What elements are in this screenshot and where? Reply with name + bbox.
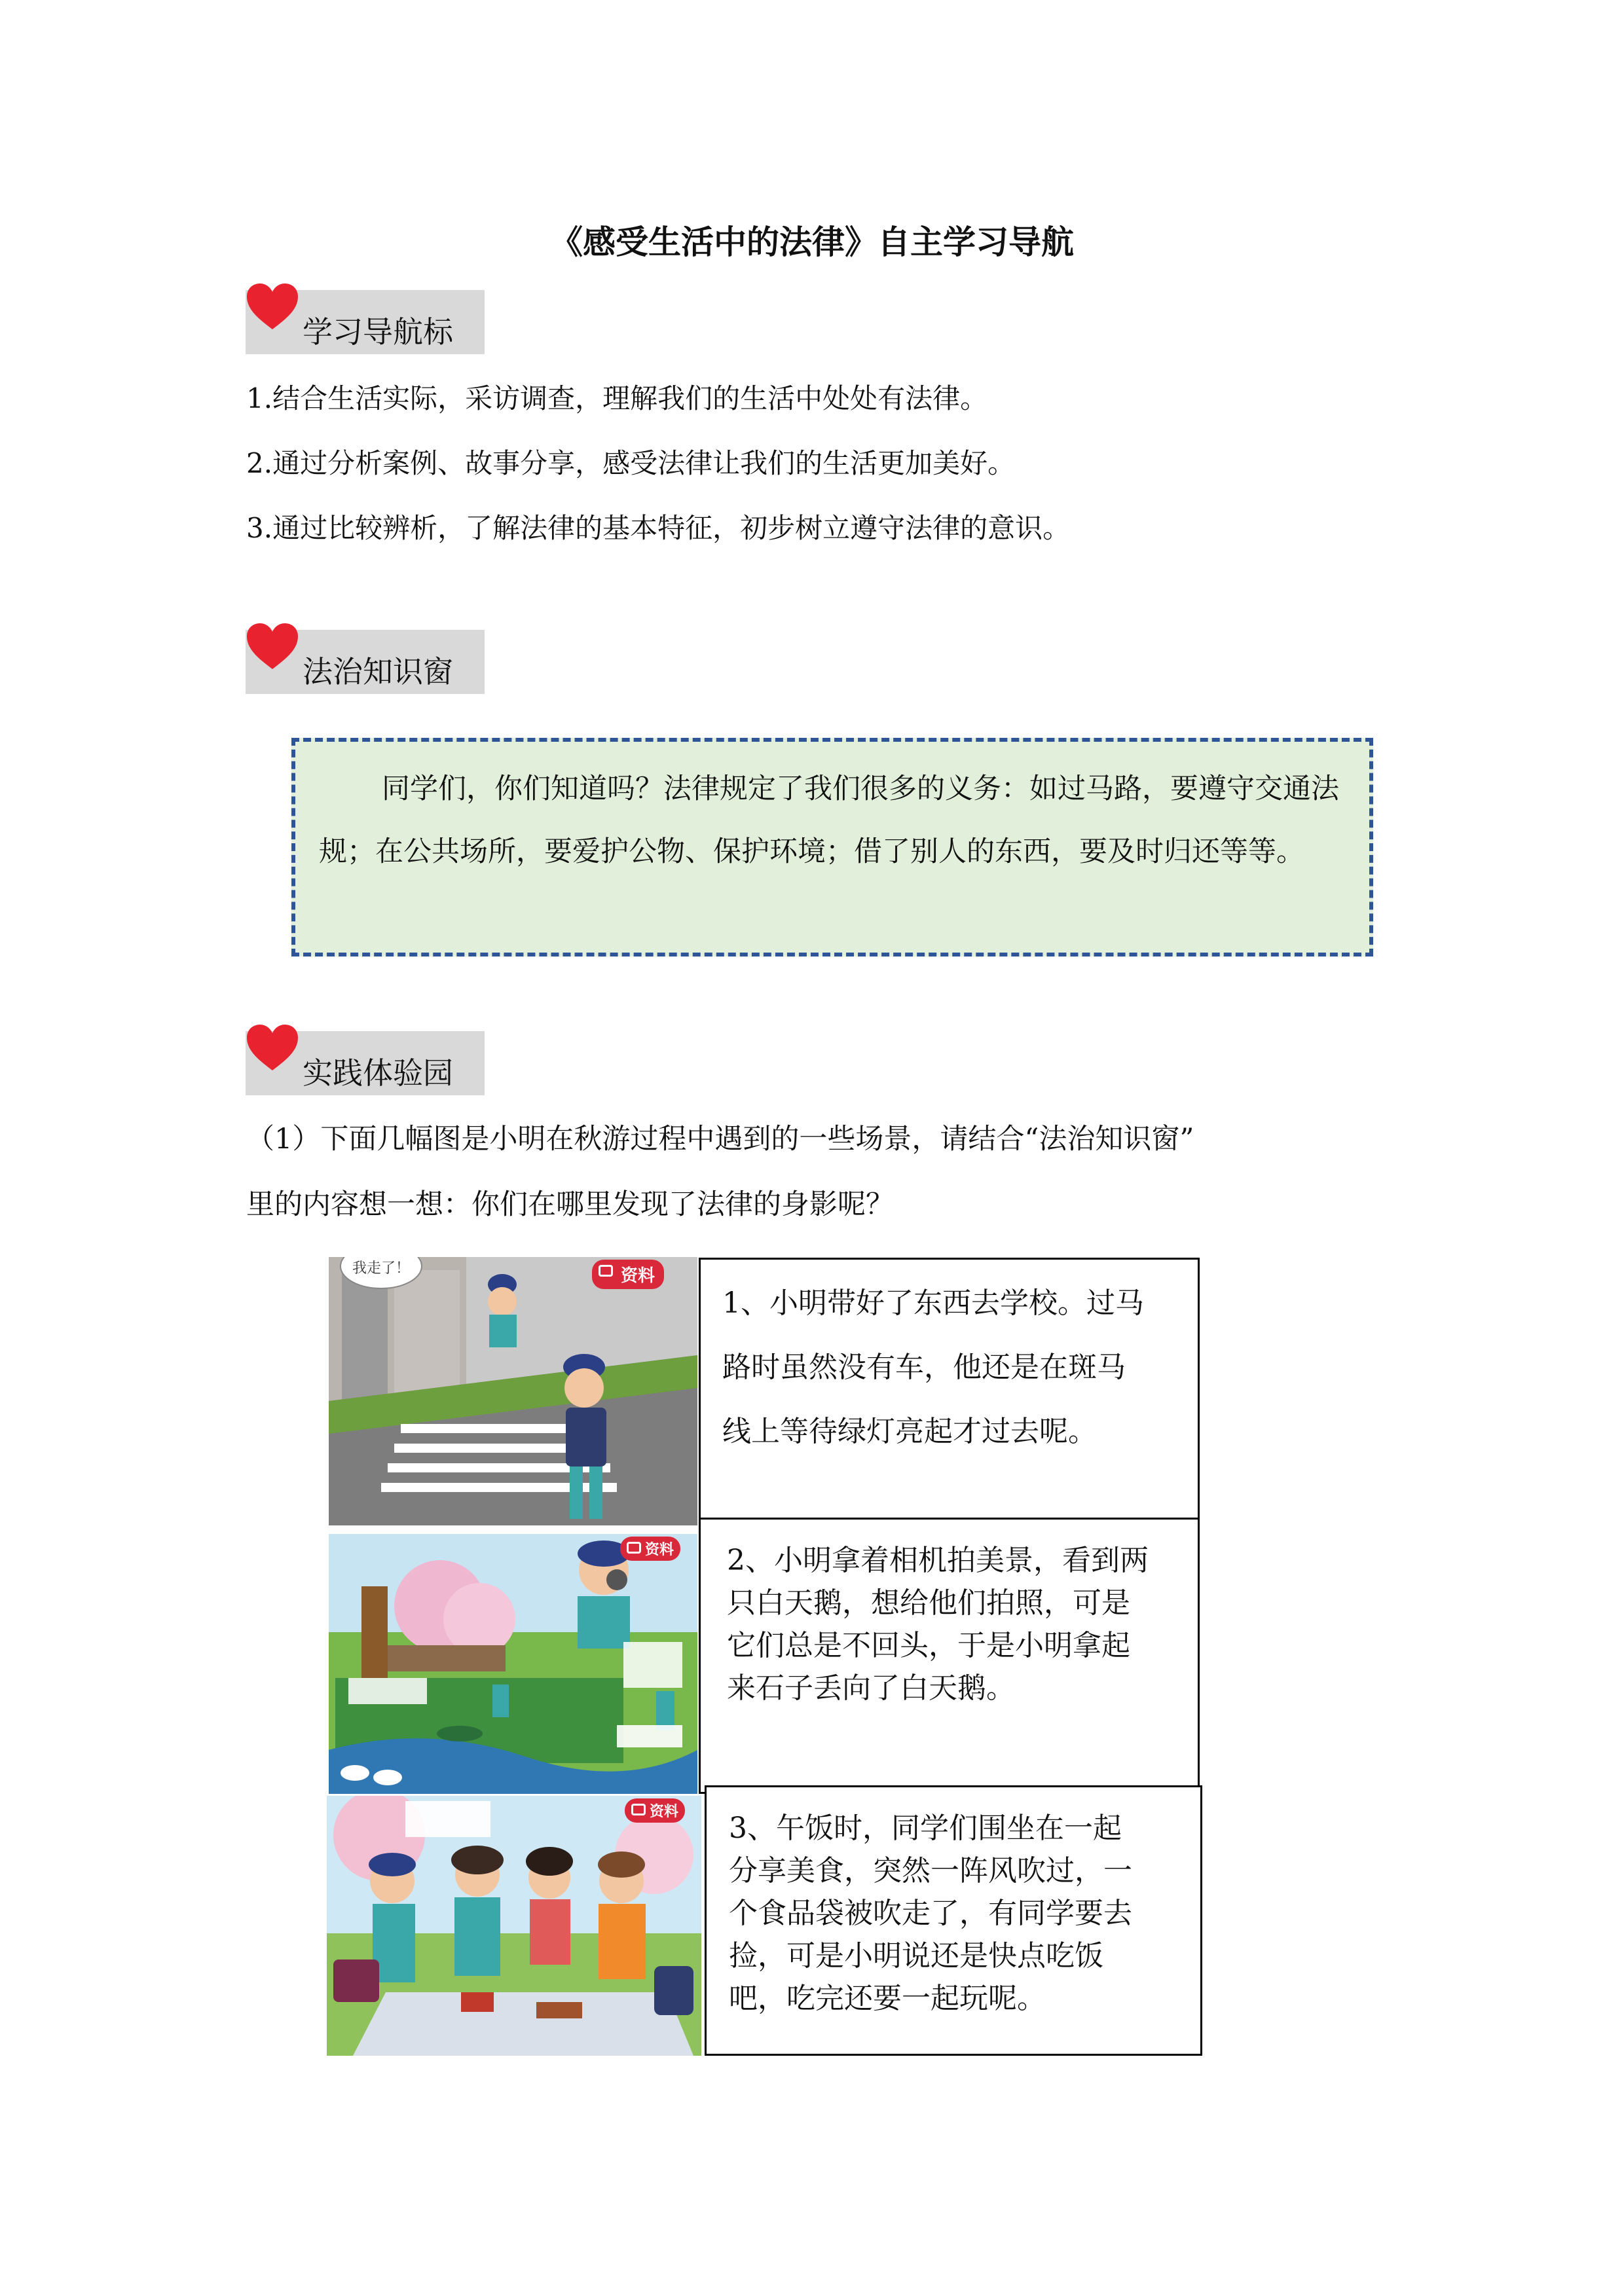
practice-intro-line: （1）下面几幅图是小明在秋游过程中遇到的一些场景，请结合“法治知识窗” — [246, 1123, 1194, 1156]
scene-caption-line: 它们总是不回头，于是小明拿起 — [727, 1629, 1130, 1662]
scene-caption-line: 2、小明拿着相机拍美景，看到两 — [727, 1544, 1149, 1577]
goal-item: 3.通过比较辨析，了解法律的基本特征，初步树立遵守法律的意识。 — [246, 512, 1071, 544]
section-header-goals — [246, 290, 485, 354]
scene-caption-line: 捡，可是小明说还是快点吃饭 — [729, 1939, 1103, 1973]
heart-icon — [246, 1023, 299, 1072]
knowledge-text: 同学们，你们知道吗？法律规定了我们很多的义务：如过马路，要遵守交通法规；在公共场所，要爱护公物、保护环境；借了别人的东西，要及时归还等等。 — [319, 773, 1339, 868]
section-label: 实践体验园 — [303, 1055, 453, 1091]
scene-3-caption-box — [705, 1785, 1202, 2056]
scene-caption-line: 1、小明带好了东西去学校。过马 — [722, 1286, 1144, 1320]
scene-2-caption-box — [699, 1518, 1200, 1794]
page-title: 《感受生活中的法律》自主学习导航 — [550, 223, 1074, 261]
scene-caption-line: 只白天鹅，想给他们拍照，可是 — [727, 1586, 1130, 1620]
goal-item: 2.通过分析案例、故事分享，感受法律让我们的生活更加美好。 — [246, 447, 1016, 479]
scene-1-caption-box — [699, 1258, 1200, 1525]
heart-icon — [246, 282, 299, 331]
heart-icon — [246, 622, 299, 670]
section-header-practice — [246, 1031, 485, 1095]
scene-caption-line: 分享美食，突然一阵风吹过，一 — [729, 1854, 1132, 1887]
badge-data-label: 资料 — [620, 1537, 680, 1561]
scene-2-illustration — [329, 1534, 697, 1794]
scene-1-illustration — [329, 1257, 697, 1525]
scene-caption-line: 个食品袋被吹走了，有同学要去 — [729, 1897, 1132, 1930]
section-label: 学习导航标 — [303, 314, 453, 350]
section-label: 法治知识窗 — [303, 654, 453, 689]
badge-data-label: 资料 — [592, 1260, 664, 1289]
scene-caption-line: 来石子丢向了白天鹅。 — [727, 1671, 1015, 1705]
knowledge-window — [291, 738, 1373, 957]
scene-3-illustration — [327, 1796, 701, 2056]
badge-data-label: 资料 — [625, 1798, 685, 1823]
scene-caption-line: 线上等待绿灯亮起才过去呢。 — [722, 1415, 1097, 1448]
scene-caption-line: 3、午饭时，同学们围坐在一起 — [729, 1812, 1122, 1845]
scene-caption-line: 路时虽然没有车，他还是在斑马 — [722, 1351, 1126, 1384]
goal-item: 1.结合生活实际，采访调查，理解我们的生活中处处有法律。 — [246, 382, 988, 414]
scene-caption-line: 吧，吃完还要一起玩呢。 — [729, 1982, 1046, 2015]
speech-bubble-text: 我走了！ — [352, 1260, 411, 1277]
section-header-knowledge — [246, 630, 485, 694]
practice-intro-line: 里的内容想一想：你们在哪里发现了法律的身影呢？ — [246, 1188, 894, 1221]
